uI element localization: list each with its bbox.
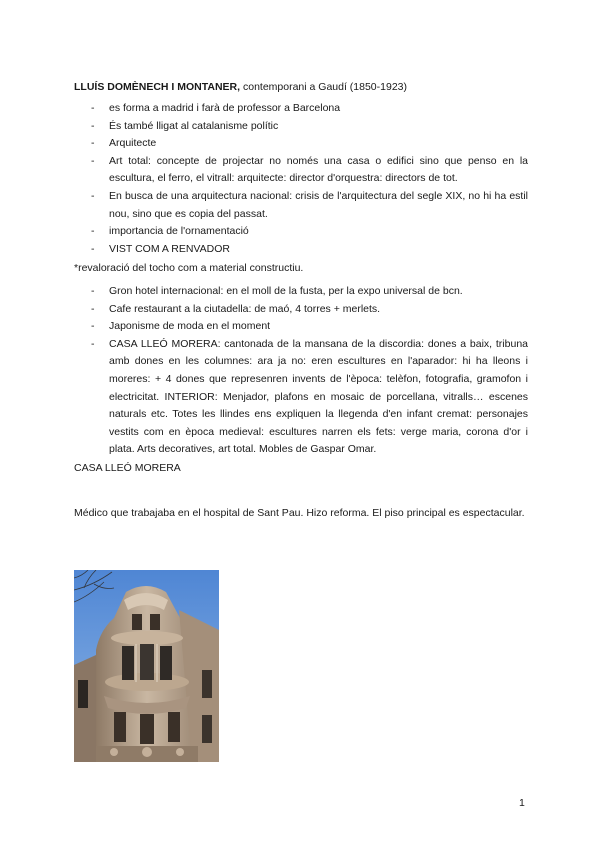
list-item: - Gron hotel internacional: en el moll de la fusta, per la expo universal de bcn. — [74, 283, 528, 301]
list-item: - importancia de l'ornamentació — [74, 223, 528, 241]
heading-name: LLUÍS DOMÈNECH I MONTANER, — [74, 81, 241, 93]
list-item: - Cafe restaurant a la ciutadella: de maó, 4 torres + merlets. — [74, 301, 528, 319]
list-item: - CASA LLEÓ MORERA: cantonada de la mansana de la discordia: dones a baix, tribuna amb dones en les columnes: ara ja no: eren escultures en l'aparador: hi ha lleons i moreres: + 4 dones que represenren invents de l'època: telèfon, fotografia, gramofon i electricitat. INTERIOR: Menjador, plafons en mosaic de porcellana, vitralls… escenes naturals etc. Totes les llindes ens expliquen la llegenda d'en infant cremat: personajes vestits com en època medieval: escultures narren els fets: verge maria, corona d'or i plata. Arts decoratives, art total. Mobles de Gaspar Omar. — [74, 336, 528, 459]
list-item: - Japonisme de moda en el moment — [74, 318, 528, 336]
heading-subtitle: contemporani a Gaudí (1850-1923) — [240, 81, 408, 93]
bullet-list-main — [74, 100, 528, 258]
note-text: *revaloració del tocho com a material constructiu. — [74, 262, 304, 274]
list-item: - És també lligat al catalanisme polític — [74, 118, 528, 136]
medico-paragraph: Médico que trabajaba en el hospital de Sant Pau. Hizo reforma. El piso principal es espectacular. — [74, 507, 525, 519]
list-item: - es forma a madrid i farà de professor a Barcelona — [74, 100, 528, 118]
list-item: - VIST COM A RENVADOR — [74, 241, 528, 259]
building-illustration — [74, 570, 219, 762]
building-photo — [74, 570, 219, 762]
list-item: - En busca de una arquitectura nacional: crisis de l'arquitectura del segle XIX, no hi ha estil nou, sino que es copia del passat. — [74, 188, 528, 223]
page-heading — [74, 80, 407, 94]
section-title: CASA LLEÓ MORERA — [74, 462, 181, 474]
page-number: 1 — [519, 797, 525, 809]
list-item: - Art total: concepte de projectar no només una casa o edifici sino que penso en la escultura, el ferro, el vitrall: arquitecte: director d'orquestra: directors de tot. — [74, 153, 528, 188]
bullet-list-works — [74, 283, 528, 459]
list-item: - Arquitecte — [74, 135, 528, 153]
